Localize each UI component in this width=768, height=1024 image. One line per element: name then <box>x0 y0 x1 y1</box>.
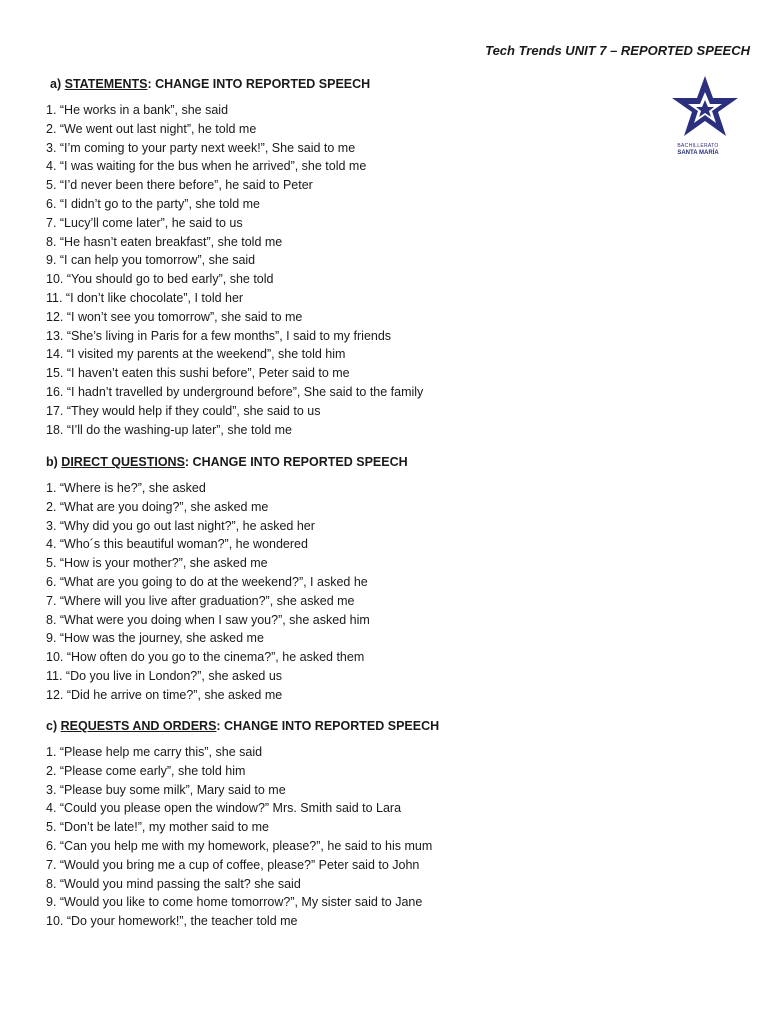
section-heading-underlined: REQUESTS AND ORDERS <box>60 719 217 733</box>
list-item: 5. “Don’t be late!”, my mother said to me <box>46 820 270 835</box>
list-item: 3. “Why did you go out last night?”, he asked her <box>46 518 315 533</box>
list-item: 9. “How was the journey, she asked me <box>46 631 264 646</box>
list-item: 1. “Please help me carry this”, she said <box>46 745 263 759</box>
section-letter: a) <box>50 77 62 91</box>
list-item: 5. “I’d never been there before”, he said to Peter <box>46 178 313 193</box>
list-item: 10. “How often do you go to the cinema?”, he asked them <box>46 650 365 665</box>
list-item: 1. “Where is he?”, she asked <box>46 481 206 495</box>
section-heading-rest: : CHANGE INTO REPORTED SPEECH <box>184 455 408 469</box>
list-item: 14. “I visited my parents at the weekend”, she told him <box>46 347 346 362</box>
list-item: 10. “Do your homework!”, the teacher told me <box>46 914 298 929</box>
section-requests-orders <box>46 717 746 931</box>
section-letter: c) <box>46 719 58 733</box>
section-heading-underlined: DIRECT QUESTIONS <box>61 455 185 469</box>
list-item: 8. “Would you mind passing the salt? she said <box>46 876 301 891</box>
section-heading-underlined: STATEMENTS <box>64 77 148 91</box>
list-item: 9. “I can help you tomorrow”, she said <box>46 253 256 268</box>
section-heading <box>46 453 746 479</box>
list-item: 18. “I’ll do the washing-up later”, she told me <box>46 422 292 437</box>
list-item: 6. “Can you help me with my homework, please?”, he said to his mum <box>46 838 433 853</box>
list-item: 6. “What are you going to do at the weekend?”, I asked he <box>46 574 368 589</box>
list-item: 3. “Please buy some milk”, Mary said to me <box>46 782 286 797</box>
list-item: 2. “What are you doing?”, she asked me <box>46 499 269 514</box>
list-item: 15. “I haven’t eaten this sushi before”, Peter said to me <box>46 366 350 381</box>
list-item: 4. “I was waiting for the bus when he arrived”, she told me <box>46 159 367 174</box>
list-item: 10. “You should go to bed early”, she told <box>46 272 274 287</box>
list-item: 16. “I hadn’t travelled by underground before”, She said to the family <box>46 384 424 399</box>
list-item: 2. “We went out last night”, he told me <box>46 121 257 136</box>
section-heading-rest: : CHANGE INTO REPORTED SPEECH <box>216 719 440 733</box>
list-item: 9. “Would you like to come home tomorrow?”, My sister said to Jane <box>46 895 423 910</box>
list-item: 2. “Please come early”, she told him <box>46 763 246 778</box>
list-item: 1. “He works in a bank”, she said <box>46 103 229 117</box>
section-heading-rest: : CHANGE INTO REPORTED SPEECH <box>147 77 371 91</box>
list-item: 12. “I won’t see you tomorrow”, she said to me <box>46 309 303 324</box>
list-item: 7. “Lucy’ll come later”, he said to us <box>46 215 243 230</box>
section-statements <box>46 75 750 439</box>
logo-text-line2: SANTA MARÍA <box>677 150 719 156</box>
section-letter: b) <box>46 455 58 469</box>
list-item: 8. “He hasn’t eaten breakfast”, she told me <box>46 234 283 249</box>
list-item: 6. “I didn’t go to the party”, she told me <box>46 196 261 211</box>
list-item: 5. “How is your mother?”, she asked me <box>46 556 268 571</box>
list-item: 7. “Where will you live after graduation?”, she asked me <box>46 593 355 608</box>
list-item: 17. “They would help if they could”, she said to us <box>46 403 321 418</box>
list-item: 7. “Would you bring me a cup of coffee, please?” Peter said to John <box>46 857 420 872</box>
list-item: 11. “Do you live in London?”, she asked us <box>46 668 283 683</box>
list-item: 4. “Could you please open the window?” Mrs. Smith said to Lara <box>46 801 402 816</box>
list-item: 8. “What were you doing when I saw you?”, she asked him <box>46 612 370 627</box>
document-title: Tech Trends UNIT 7 – REPORTED SPEECH <box>485 43 750 58</box>
list-item: 11. “I don’t like chocolate”, I told her <box>46 290 244 305</box>
logo-text-line1: BACHILLERATO <box>677 143 719 149</box>
list-item: 12. “Did he arrive on time?”, she asked me <box>46 687 283 702</box>
list-item: 13. “She’s living in Paris for a few months”, I said to my friends <box>46 328 392 343</box>
list-item: 3. “I’m coming to your party next week!”, She said to me <box>46 140 356 155</box>
section-heading <box>50 75 750 101</box>
list-item: 4. “Who´s this beautiful woman?”, he wondered <box>46 537 308 552</box>
section-direct-questions <box>46 453 746 705</box>
section-heading <box>46 717 746 743</box>
